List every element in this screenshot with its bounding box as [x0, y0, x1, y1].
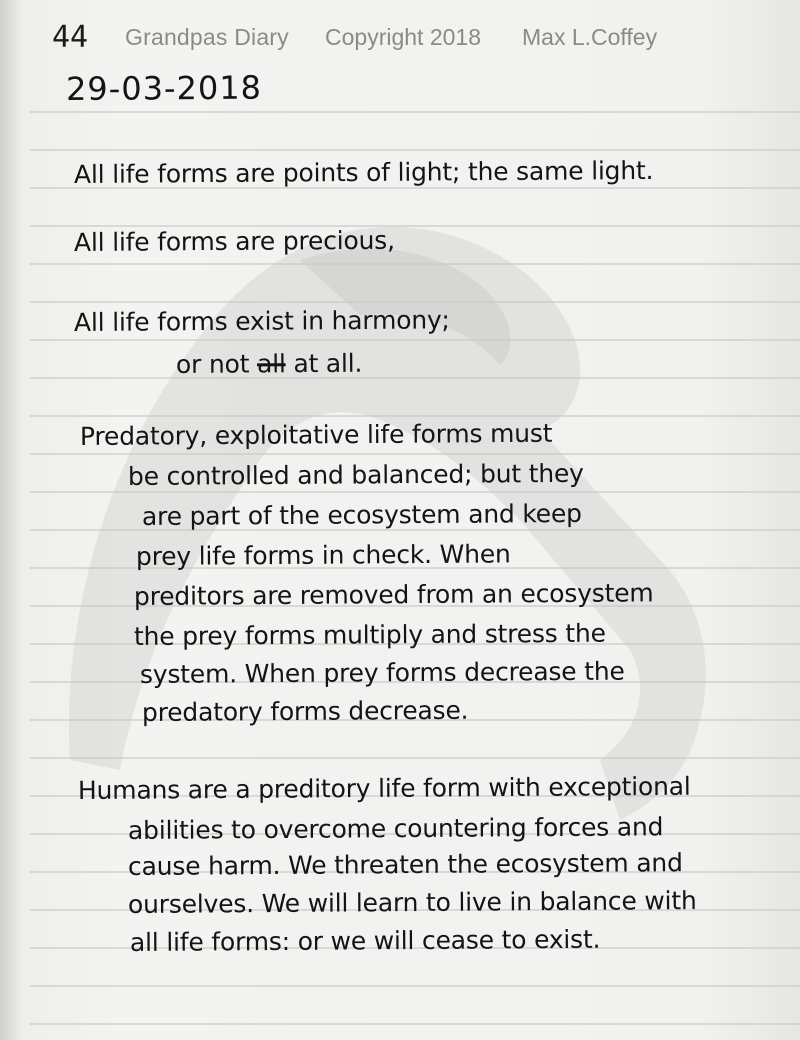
entry-line: all life forms: or we will cease to exist.	[129, 924, 601, 957]
entry-line: preditors are removed from an ecosystem	[133, 578, 654, 611]
entry-line: prey life forms in check. When	[135, 539, 511, 571]
entry-line: All life forms exist in harmony;	[73, 305, 450, 337]
copyright-notice: Copyright 2018	[325, 24, 481, 50]
page-number: 44	[52, 20, 89, 55]
author-name: Max L.Coffey	[522, 24, 658, 50]
entry-line: All life forms are points of light; the same light.	[73, 155, 654, 189]
entry-line: predatory forms decrease.	[141, 695, 469, 727]
entry-line: Predatory, exploitative life forms must	[79, 418, 553, 451]
entry-date: 29-03-2018	[65, 68, 263, 108]
entry-line: Humans are a preditory life form with exceptional	[77, 771, 691, 805]
entry-line: system. When prey forms decrease the	[139, 656, 625, 689]
struck-word: all	[256, 349, 286, 379]
diary-title: Grandpas Diary	[125, 24, 289, 50]
entry-line: be controlled and balanced; but they	[127, 458, 584, 491]
entry-line: All life forms are precious,	[73, 225, 395, 257]
entry-line-with-strike: or not all at all.	[175, 348, 363, 379]
entry-line: ourselves. We will learn to live in balance with	[127, 886, 697, 919]
entry-line: abilities to overcome countering forces and	[127, 812, 664, 845]
page-header	[52, 18, 772, 58]
entry-line: cause harm. We threaten the ecosystem and	[127, 848, 683, 881]
entry-line: the prey forms multiply and stress the	[133, 618, 606, 651]
entry-line: are part of the ecosystem and keep	[141, 498, 582, 531]
